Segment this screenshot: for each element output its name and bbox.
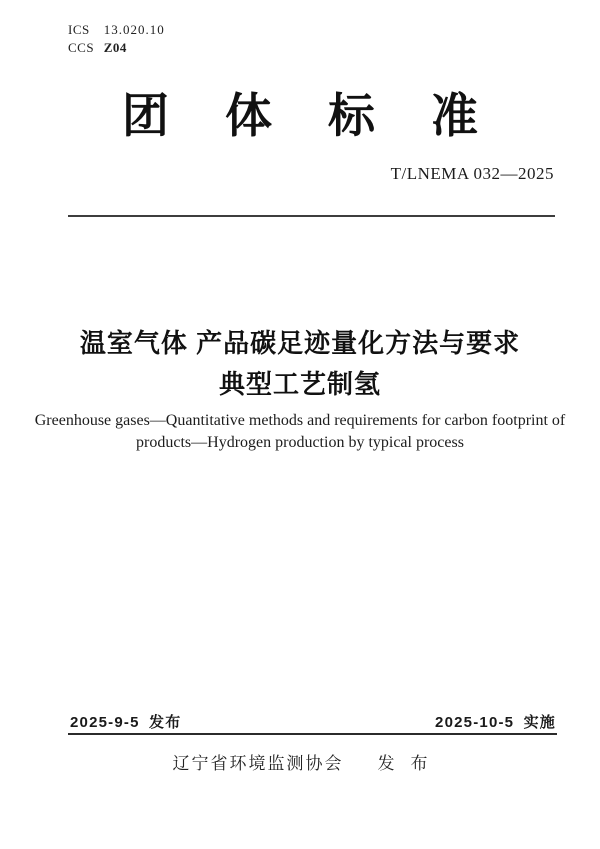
issue-date-group	[70, 711, 181, 732]
ics-label: ICS	[68, 22, 90, 37]
document-title-zh	[0, 323, 600, 405]
classification-block	[68, 21, 165, 57]
ccs-row	[68, 39, 165, 57]
ics-code: 13.020.10	[103, 22, 165, 37]
document-title-zh-line2: 典型工艺制氢	[218, 369, 381, 399]
document-title-zh-line1: 温室气体 产品碳足迹量化方法与要求	[79, 328, 521, 358]
document-title-en-line2: products—Hydrogen production by typical process	[136, 434, 464, 451]
implementation-label: 实施	[523, 714, 556, 731]
issue-label: 发布	[149, 714, 182, 731]
publish-action-label: 发布	[377, 754, 444, 773]
publisher-row	[0, 749, 600, 774]
header-divider-line	[68, 215, 555, 217]
document-title-en-line1: Greenhouse gases—Quantitative methods and requirements for carbon footprint of	[34, 412, 566, 429]
standard-category-title: 团体标准	[122, 89, 534, 142]
implementation-date-group	[435, 711, 556, 732]
document-title-en	[0, 410, 600, 454]
publisher-name: 辽宁省环境监测协会	[172, 754, 344, 773]
ccs-label: CCS	[68, 40, 95, 55]
implementation-date: 2025-10-5	[435, 714, 515, 731]
ics-row	[68, 21, 165, 39]
issue-date: 2025-9-5	[70, 714, 140, 731]
footer-dates-row	[70, 711, 556, 732]
footer-divider-line	[68, 733, 557, 735]
ccs-code: Z04	[103, 40, 127, 55]
standard-number: T/LNEMA 032—2025	[390, 164, 554, 183]
